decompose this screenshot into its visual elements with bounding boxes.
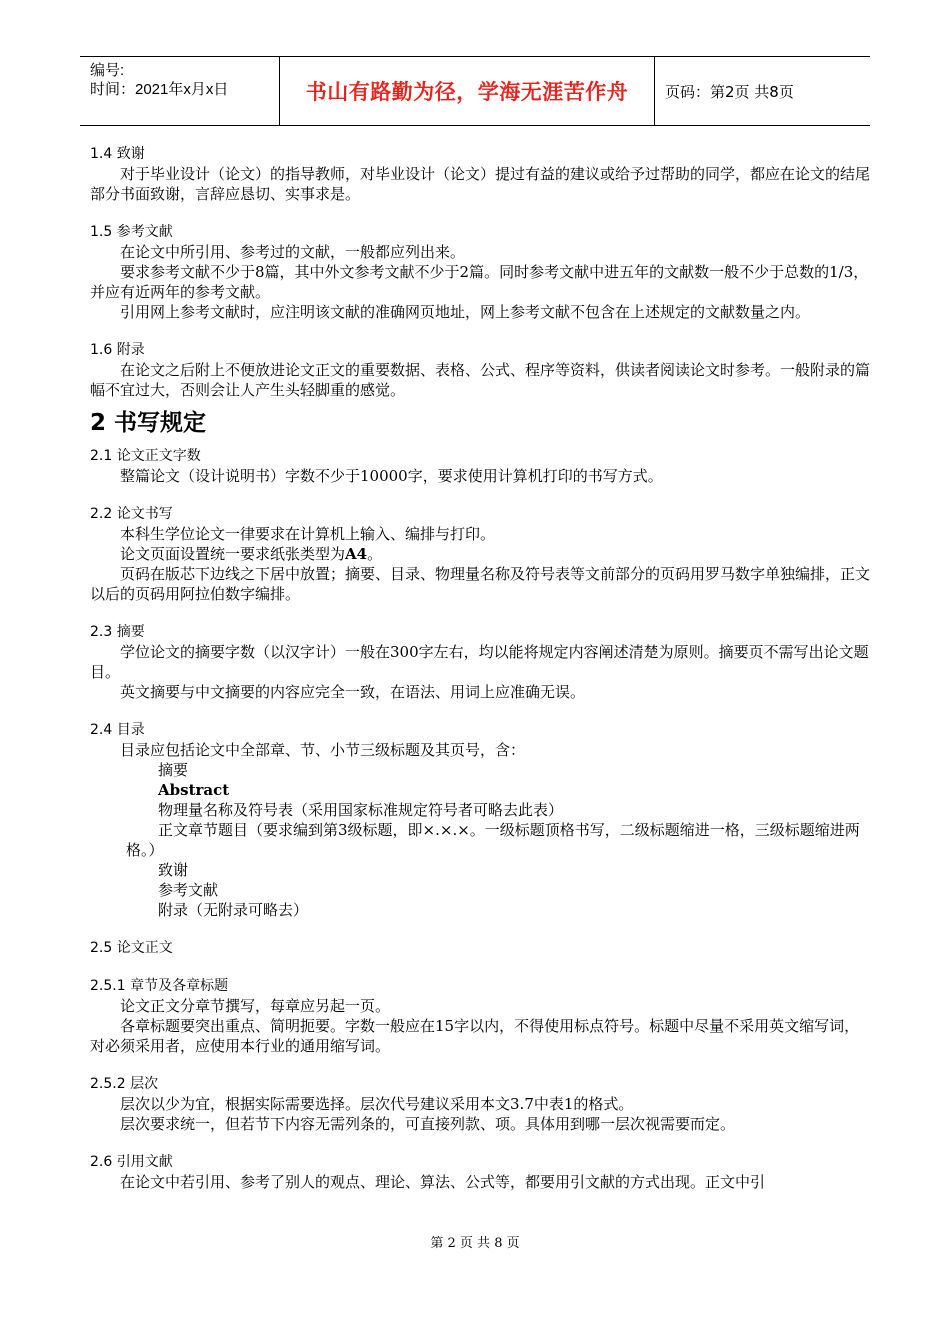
paragraph: 整篇论文（设计说明书）字数不少于10000字，要求使用计算机打印的书写方式。 <box>120 467 663 485</box>
chapter-heading: 2 书写规定 <box>90 410 207 436</box>
paragraph: 对于毕业设计（论文）的指导教师，对毕业设计（论文）提过有益的建议或给予过帮助的同学，都应在论文的结尾部分书面致谢，言辞应恳切、实事求是。 <box>90 165 871 203</box>
paragraph: 在论文中若引用、参考了别人的观点、理论、算法、公式等，都要用引文献的方式出现。正文中引 <box>120 1173 766 1191</box>
section-heading: 2.3 摘要 <box>90 624 145 640</box>
section-heading: 2.2 论文书写 <box>90 506 173 522</box>
paragraph <box>90 544 870 564</box>
section-heading: 2.5.2 层次 <box>90 1076 159 1092</box>
list-item: 正文章节题目（要求编到第3级标题，即×.×.×。一级标题顶格书写，二级标题缩进一格，三级标题缩进两格。） <box>126 821 860 859</box>
paragraph: 论文正文分章节撰写，每章应另起一页。 <box>120 997 391 1015</box>
paragraph: 页码在版芯下边线之下居中放置；摘要、目录、物理量名称及符号表等文前部分的页码用罗马数字单独编排，正文以后的页码用阿拉伯数字编排。 <box>90 565 871 603</box>
section-heading: 2.1 论文正文字数 <box>90 448 201 464</box>
section-heading: 1.5 参考文献 <box>90 224 173 240</box>
paragraph: 引用网上参考文献时，应注明该文献的准确网页地址，网上参考文献不包含在上述规定的文献数量之内。 <box>120 303 811 321</box>
page-footer: 第 2 页 共 8 页 <box>430 1236 520 1251</box>
paragraph: 各章标题要突出重点、简明扼要。字数一般应在15字以内，不得使用标点符号。标题中尽量不采用英文缩写词，对必须采用者，应使用本行业的通用缩写词。 <box>90 1017 860 1055</box>
document-body <box>90 144 870 1192</box>
time-label: 时间：2021年x月x日 <box>90 81 229 98</box>
paragraph: 目录应包括论文中全部章、节、小节三级标题及其页号，含： <box>120 741 526 759</box>
paragraph: 层次以少为宜，根据实际需要选择。层次代号建议采用本文3.7中表1的格式。 <box>120 1095 634 1113</box>
list-item: 物理量名称及符号表（采用国家标准规定符号者可略去此表） <box>158 801 564 819</box>
text: 。 <box>367 545 383 563</box>
list-item: 致谢 <box>158 861 189 879</box>
page-header <box>80 56 870 126</box>
header-motto: 书山有路勤为径，学海无涯苦作舟 <box>280 57 655 125</box>
header-page-label: 页码：第2页 共8页 <box>665 82 794 101</box>
paragraph: 本科生学位论文一律要求在计算机上输入、编排与打印。 <box>120 525 496 543</box>
paragraph: 英文摘要与中文摘要的内容应完全一致，在语法、用词上应准确无误。 <box>120 683 586 701</box>
list-item: Abstract <box>158 781 230 799</box>
section-heading: 2.5.1 章节及各章标题 <box>90 978 229 994</box>
list-item: 参考文献 <box>158 881 219 899</box>
section-heading: 1.6 附录 <box>90 342 145 358</box>
paragraph: 学位论文的摘要字数（以汉字计）一般在300字左右，均以能将规定内容阐述清楚为原则。摘要页不需写出论文题目。 <box>90 643 869 681</box>
section-heading: 2.5 论文正文 <box>90 940 173 956</box>
section-heading: 2.6 引用文献 <box>90 1154 173 1170</box>
paper-size: A4 <box>345 545 368 563</box>
paragraph: 层次要求统一，但若节下内容无需列条的，可直接列款、项。具体用到哪一层次视需要而定。 <box>120 1115 736 1133</box>
section-heading: 1.4 致谢 <box>90 146 145 162</box>
list-item: 摘要 <box>158 761 189 779</box>
paragraph: 要求参考文献不少于8篇，其中外文参考文献不少于2篇。同时参考文献中进五年的文献数一般不少于总数的1/3，并应有近两年的参考文献。 <box>90 263 869 301</box>
number-label: 编号: <box>90 62 125 79</box>
text: 论文页面设置统一要求纸张类型为 <box>120 545 346 563</box>
list-item: 附录（无附录可略去） <box>158 901 309 919</box>
paragraph: 在论文之后附上不便放进论文正文的重要数据、表格、公式、程序等资料，供读者阅读论文时参考。一般附录的篇幅不宜过大，否则会让人产生头轻脚重的感觉。 <box>90 361 871 399</box>
header-meta <box>80 57 280 125</box>
paragraph: 在论文中所引用、参考过的文献，一般都应列出来。 <box>120 243 466 261</box>
section-heading: 2.4 目录 <box>90 722 145 738</box>
